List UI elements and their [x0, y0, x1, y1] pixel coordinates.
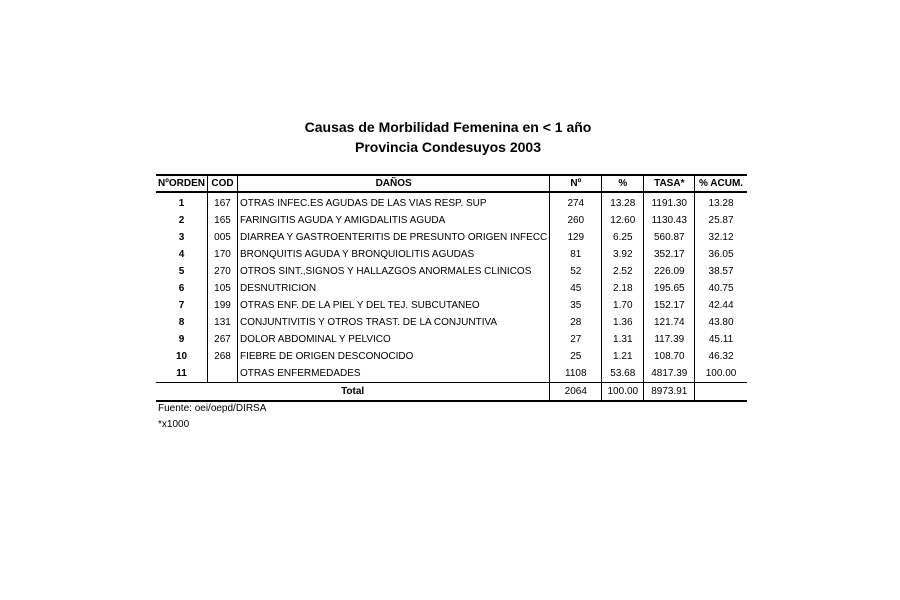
table-row: [156, 314, 747, 331]
cell-acum: 43.80: [695, 314, 747, 331]
cell-n: 28: [550, 314, 602, 331]
cell-cod: 167: [208, 192, 238, 212]
cell-cod: 005: [208, 229, 238, 246]
cell-pct: 2.52: [602, 263, 644, 280]
cell-pct: 1.31: [602, 331, 644, 348]
cell-orden: 11: [176, 368, 187, 379]
cell-orden: 7: [178, 300, 185, 311]
table-row: [156, 331, 747, 348]
cell-cod: 267: [208, 331, 238, 348]
cell-n: 260: [550, 212, 602, 229]
cell-pct: 53.68: [602, 365, 644, 383]
header-orden: NºORDEN: [156, 175, 208, 192]
cell-orden: 5: [178, 266, 185, 277]
cell-cod: 199: [208, 297, 238, 314]
cell-n: 129: [550, 229, 602, 246]
cell-acum: 40.75: [695, 280, 747, 297]
cell-tasa: 121.74: [644, 314, 695, 331]
cell-danos: OTRAS ENF. DE LA PIEL Y DEL TEJ. SUBCUTANEO: [238, 297, 550, 314]
cell-tasa: 1130.43: [644, 212, 695, 229]
header-pct: %: [602, 175, 644, 192]
cell-danos: DIARREA Y GASTROENTERITIS DE PRESUNTO ORIGEN INFECC: [238, 229, 550, 246]
cell-cod: 170: [208, 246, 238, 263]
cell-orden: 8: [178, 317, 185, 328]
cell-acum: 45.11: [695, 331, 747, 348]
cell-tasa: 226.09: [644, 263, 695, 280]
cell-cod: [208, 365, 238, 383]
cell-orden: 9: [178, 334, 185, 345]
total-tasa: 8973.91: [644, 383, 695, 402]
cell-tasa: 352.17: [644, 246, 695, 263]
cell-n: 1108: [550, 365, 602, 383]
cell-orden: 3: [178, 232, 185, 243]
cell-cod: 268: [208, 348, 238, 365]
cell-orden: 1: [178, 198, 185, 209]
cell-pct: 1.70: [602, 297, 644, 314]
cell-acum: 36.05: [695, 246, 747, 263]
cell-tasa: 4817.39: [644, 365, 695, 383]
cell-tasa: 117.39: [644, 331, 695, 348]
cell-n: 52: [550, 263, 602, 280]
cell-orden: 6: [178, 283, 185, 294]
cell-n: 45: [550, 280, 602, 297]
cell-n: 35: [550, 297, 602, 314]
header-acum: % ACUM.: [695, 175, 747, 192]
header-n: Nº: [550, 175, 602, 192]
cell-acum: 32.12: [695, 229, 747, 246]
cell-pct: 1.36: [602, 314, 644, 331]
cell-danos: DOLOR ABDOMINAL Y PELVICO: [238, 331, 550, 348]
table-row: [156, 212, 747, 229]
cell-pct: 13.28: [602, 192, 644, 212]
table-row: [156, 280, 747, 297]
cell-acum: 38.57: [695, 263, 747, 280]
document-title: Causas de Morbilidad Femenina en < 1 año: [304, 119, 592, 135]
cell-pct: 3.92: [602, 246, 644, 263]
cell-danos: BRONQUITIS AGUDA Y BRONQUIOLITIS AGUDAS: [238, 246, 550, 263]
cell-tasa: 1191.30: [644, 192, 695, 212]
cell-pct: 12.60: [602, 212, 644, 229]
cell-cod: 270: [208, 263, 238, 280]
cell-n: 27: [550, 331, 602, 348]
table-row: [156, 246, 747, 263]
cell-acum: 46.32: [695, 348, 747, 365]
cell-orden: 2: [178, 215, 185, 226]
cell-cod: 105: [208, 280, 238, 297]
table-header-row: [156, 175, 747, 192]
cell-cod: 131: [208, 314, 238, 331]
cell-tasa: 560.87: [644, 229, 695, 246]
cell-danos: OTRAS INFEC.ES AGUDAS DE LAS VIAS RESP. SUP: [238, 192, 550, 212]
total-pct: 100.00: [602, 383, 644, 402]
cell-acum: 25.87: [695, 212, 747, 229]
cell-danos: FARINGITIS AGUDA Y AMIGDALITIS AGUDA: [238, 212, 550, 229]
cell-n: 81: [550, 246, 602, 263]
source-note: Fuente: oei/oepd/DIRSA: [158, 403, 267, 414]
header-tasa: TASA*: [644, 175, 695, 192]
cell-orden: 10: [175, 351, 188, 362]
cell-pct: 1.21: [602, 348, 644, 365]
table-row: [156, 348, 747, 365]
cell-danos: CONJUNTIVITIS Y OTROS TRAST. DE LA CONJUNTIVA: [238, 314, 550, 331]
header-danos: DAÑOS: [238, 175, 550, 192]
cell-acum: 42.44: [695, 297, 747, 314]
cell-n: 274: [550, 192, 602, 212]
cell-orden: 4: [178, 249, 185, 260]
cell-cod: 165: [208, 212, 238, 229]
table-row: [156, 365, 747, 383]
cell-acum: 13.28: [695, 192, 747, 212]
cell-danos: FIEBRE DE ORIGEN DESCONOCIDO: [238, 348, 550, 365]
total-label: Total: [156, 383, 550, 402]
cell-danos: OTRAS ENFERMEDADES: [238, 365, 550, 383]
cell-acum: 100.00: [695, 365, 747, 383]
cell-danos: DESNUTRICION: [238, 280, 550, 297]
table-row: [156, 229, 747, 246]
table-row: [156, 297, 747, 314]
table-row: [156, 263, 747, 280]
cell-tasa: 195.65: [644, 280, 695, 297]
total-acum: [695, 383, 747, 402]
header-cod: COD: [208, 175, 238, 192]
cell-n: 25: [550, 348, 602, 365]
cell-pct: 2.18: [602, 280, 644, 297]
rate-note: *x1000: [158, 419, 190, 430]
total-n: 2064: [550, 383, 602, 402]
cell-tasa: 108.70: [644, 348, 695, 365]
document-subtitle: Provincia Condesuyos 2003: [355, 139, 541, 155]
morbidity-table: [156, 174, 747, 402]
table-row: [156, 192, 747, 212]
cell-danos: OTROS SINT.,SIGNOS Y HALLAZGOS ANORMALES CLINICOS: [238, 263, 550, 280]
total-row: [156, 383, 747, 402]
cell-tasa: 152.17: [644, 297, 695, 314]
cell-pct: 6.25: [602, 229, 644, 246]
